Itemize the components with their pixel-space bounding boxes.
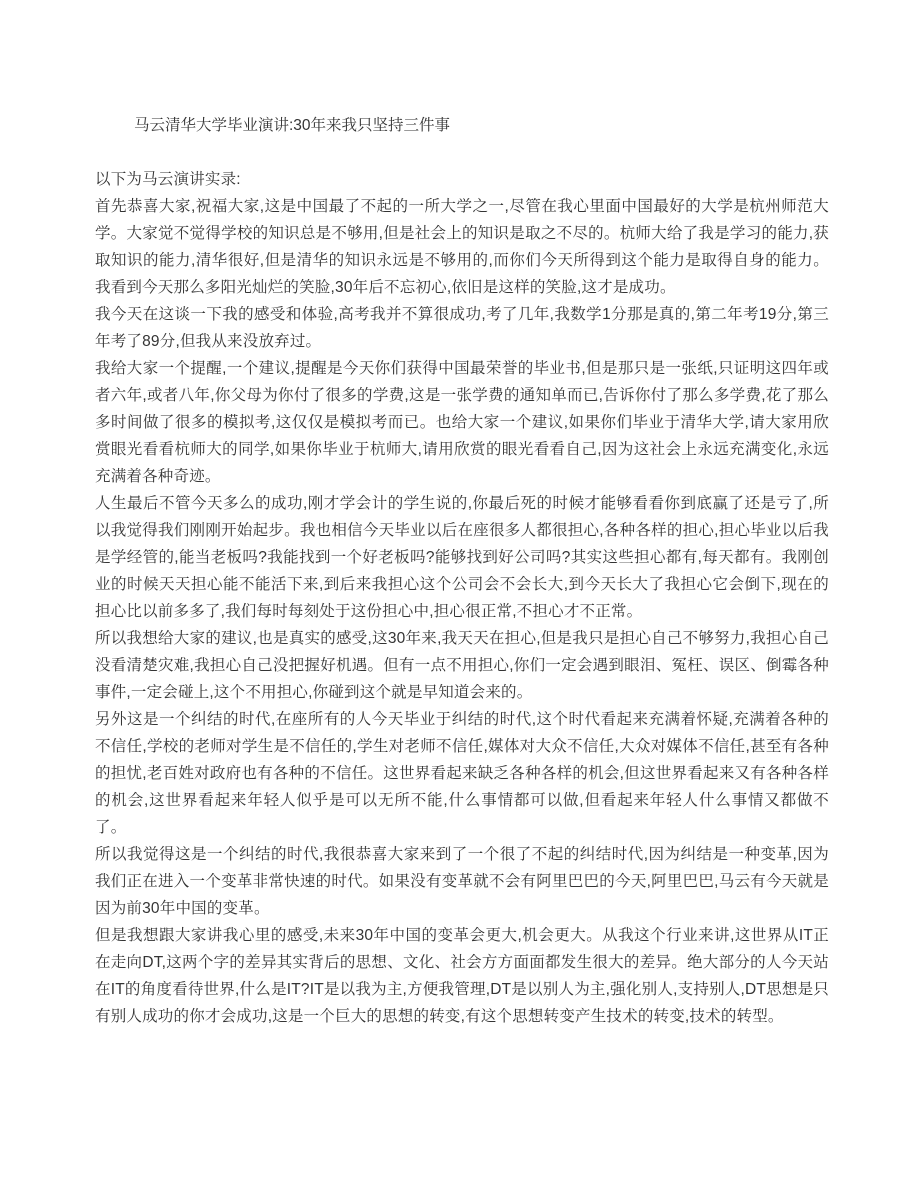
paragraph: 人生最后不管今天多么的成功,刚才学会计的学生说的,你最后死的时候才能够看看你到底赢了还是亏了,所以我觉得我们刚刚开始起步。我也相信今天毕业以后在座很多人都很担心,各种各样的担心,担心毕业以后我是学经管的,能当老板吗?我能找到一个好老板吗?能够找到好公司吗?其实这些担心都有,每天都有。我刚创业的时候天天担心能不能活下来,到后来我担心这个公司会不会长大,到今天长大了我担心它会倒下,现在的担心比以前多多了,我们每时每刻处于这份担心中,担心很正常,不担心才不正常。: [95, 495, 829, 620]
paragraph: 所以我觉得这是一个纠结的时代,我很恭喜大家来到了一个很了不起的纠结时代,因为纠结是一种变革,因为我们正在进入一个变革非常快速的时代。如果没有变革就不会有阿里巴巴的今天,阿里巴巴,马云有今天就是因为前30年中国的变革。: [95, 846, 829, 917]
document-content: [95, 112, 829, 1030]
paragraph: 另外这是一个纠结的时代,在座所有的人今天毕业于纠结的时代,这个时代看起来充满着怀疑,充满着各种的不信任,学校的老师对学生是不信任的,学生对老师不信任,媒体对大众不信任,大众对媒体不信任,甚至有各种的担忧,老百姓对政府也有各种的不信任。这世界看起来缺乏各种各样的机会,但这世界看起来又有各种各样的机会,这世界看起来年轻人似乎是可以无所不能,什么事情都可以做,但看起来年轻人什么事情又都做不了。: [95, 711, 829, 836]
paragraph: 首先恭喜大家,祝福大家,这是中国最了不起的一所大学之一,尽管在我心里面中国最好的大学是杭州师范大学。大家觉不觉得学校的知识总是不够用,但是社会上的知识是取之不尽的。杭师大给了我是学习的能力,获取知识的能力,清华很好,但是清华的知识永远是不够用的,而你们今天所得到这个能力是取得自身的能力。我看到今天那么多阳光灿烂的笑脸,30年后不忘初心,依旧是这样的笑脸,这才是成功。: [95, 198, 829, 296]
paragraph: 以下为马云演讲实录:: [95, 171, 241, 188]
document-title: 马云清华大学毕业演讲:30年来我只坚持三件事: [134, 117, 451, 134]
paragraph: 所以我想给大家的建议,也是真实的感受,这30年来,我天天在担心,但是我只是担心自己不够努力,我担心自己没看清楚灾难,我担心自己没把握好机遇。但有一点不用担心,你们一定会遇到眼泪、冤枉、误区、倒霉各种事件,一定会碰上,这个不用担心,你碰到这个就是早知道会来的。: [95, 630, 829, 701]
document-body: [95, 166, 829, 1030]
paragraph: 我给大家一个提醒,一个建议,提醒是今天你们获得中国最荣誉的毕业书,但是那只是一张纸,只证明这四年或者六年,或者八年,你父母为你付了很多的学费,这是一张学费的通知单而已,告诉你付了那么多学费,花了那么多时间做了很多的模拟考,这仅仅是模拟考而已。也给大家一个建议,如果你们毕业于清华大学,请大家用欣赏眼光看看杭师大的同学,如果你毕业于杭师大,请用欣赏的眼光看看自己,因为这社会上永远充满变化,永远充满着各种奇迹。: [95, 360, 829, 485]
paragraph: 但是我想跟大家讲我心里的感受,未来30年中国的变革会更大,机会更大。从我这个行业来讲,这世界从IT正在走向DT,这两个字的差异其实背后的思想、文化、社会方方面面都发生很大的差异。绝大部分的人今天站在IT的角度看待世界,什么是IT?IT是以我为主,方便我管理,DT是以别人为主,强化别人,支持别人,DT思想是只有别人成功的你才会成功,这是一个巨大的思想的转变,有这个思想转变产生技术的转变,技术的转型。: [95, 927, 829, 1025]
paragraph: 我今天在这谈一下我的感受和体验,高考我并不算很成功,考了几年,我数学1分那是真的,第二年考19分,第三年考了89分,但我从来没放弃过。: [95, 306, 829, 350]
